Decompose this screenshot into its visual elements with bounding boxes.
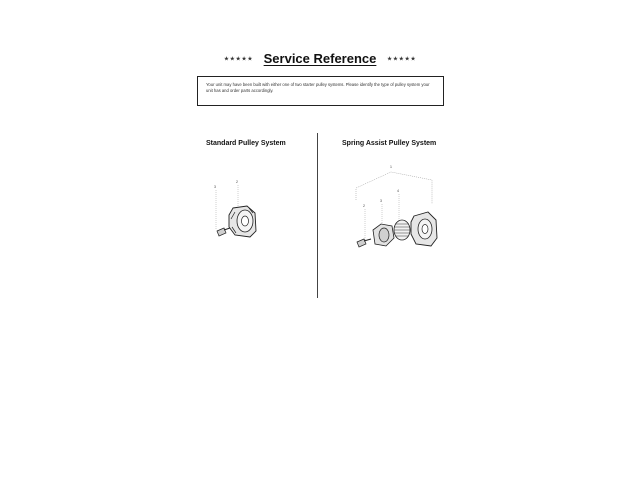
bolt-icon (357, 239, 371, 247)
spring-label-1: 1 (390, 165, 392, 169)
notice-box (197, 76, 444, 106)
pulley-icon (411, 212, 437, 246)
standard-label-2: 2 (236, 180, 238, 184)
spring-label-4: 4 (397, 189, 399, 193)
stars-left-decoration: ★★★★★ (223, 55, 254, 63)
title-row (0, 50, 640, 68)
pulley-icon (229, 206, 256, 237)
standard-pulley-title: Standard Pulley System (206, 140, 286, 147)
page-title: Service Reference (263, 51, 377, 67)
standard-label-3: 3 (214, 185, 216, 189)
standard-pulley-diagram (205, 175, 265, 245)
notice-text: Your unit may have been built with either one of two starter pulley systems. Please identify the type of pulley system your unit has and order parts accordingly. (206, 82, 430, 94)
section-divider (317, 133, 318, 298)
spring-housing-icon (373, 224, 394, 246)
spring-assist-pulley-diagram (348, 160, 448, 260)
spring-icon (394, 220, 410, 240)
spring-assist-pulley-title: Spring Assist Pulley System (342, 140, 437, 147)
spring-label-2: 2 (363, 204, 365, 208)
stars-right-decoration: ★★★★★ (386, 55, 417, 63)
spring-label-3: 3 (380, 199, 382, 203)
bolt-icon (217, 228, 230, 236)
